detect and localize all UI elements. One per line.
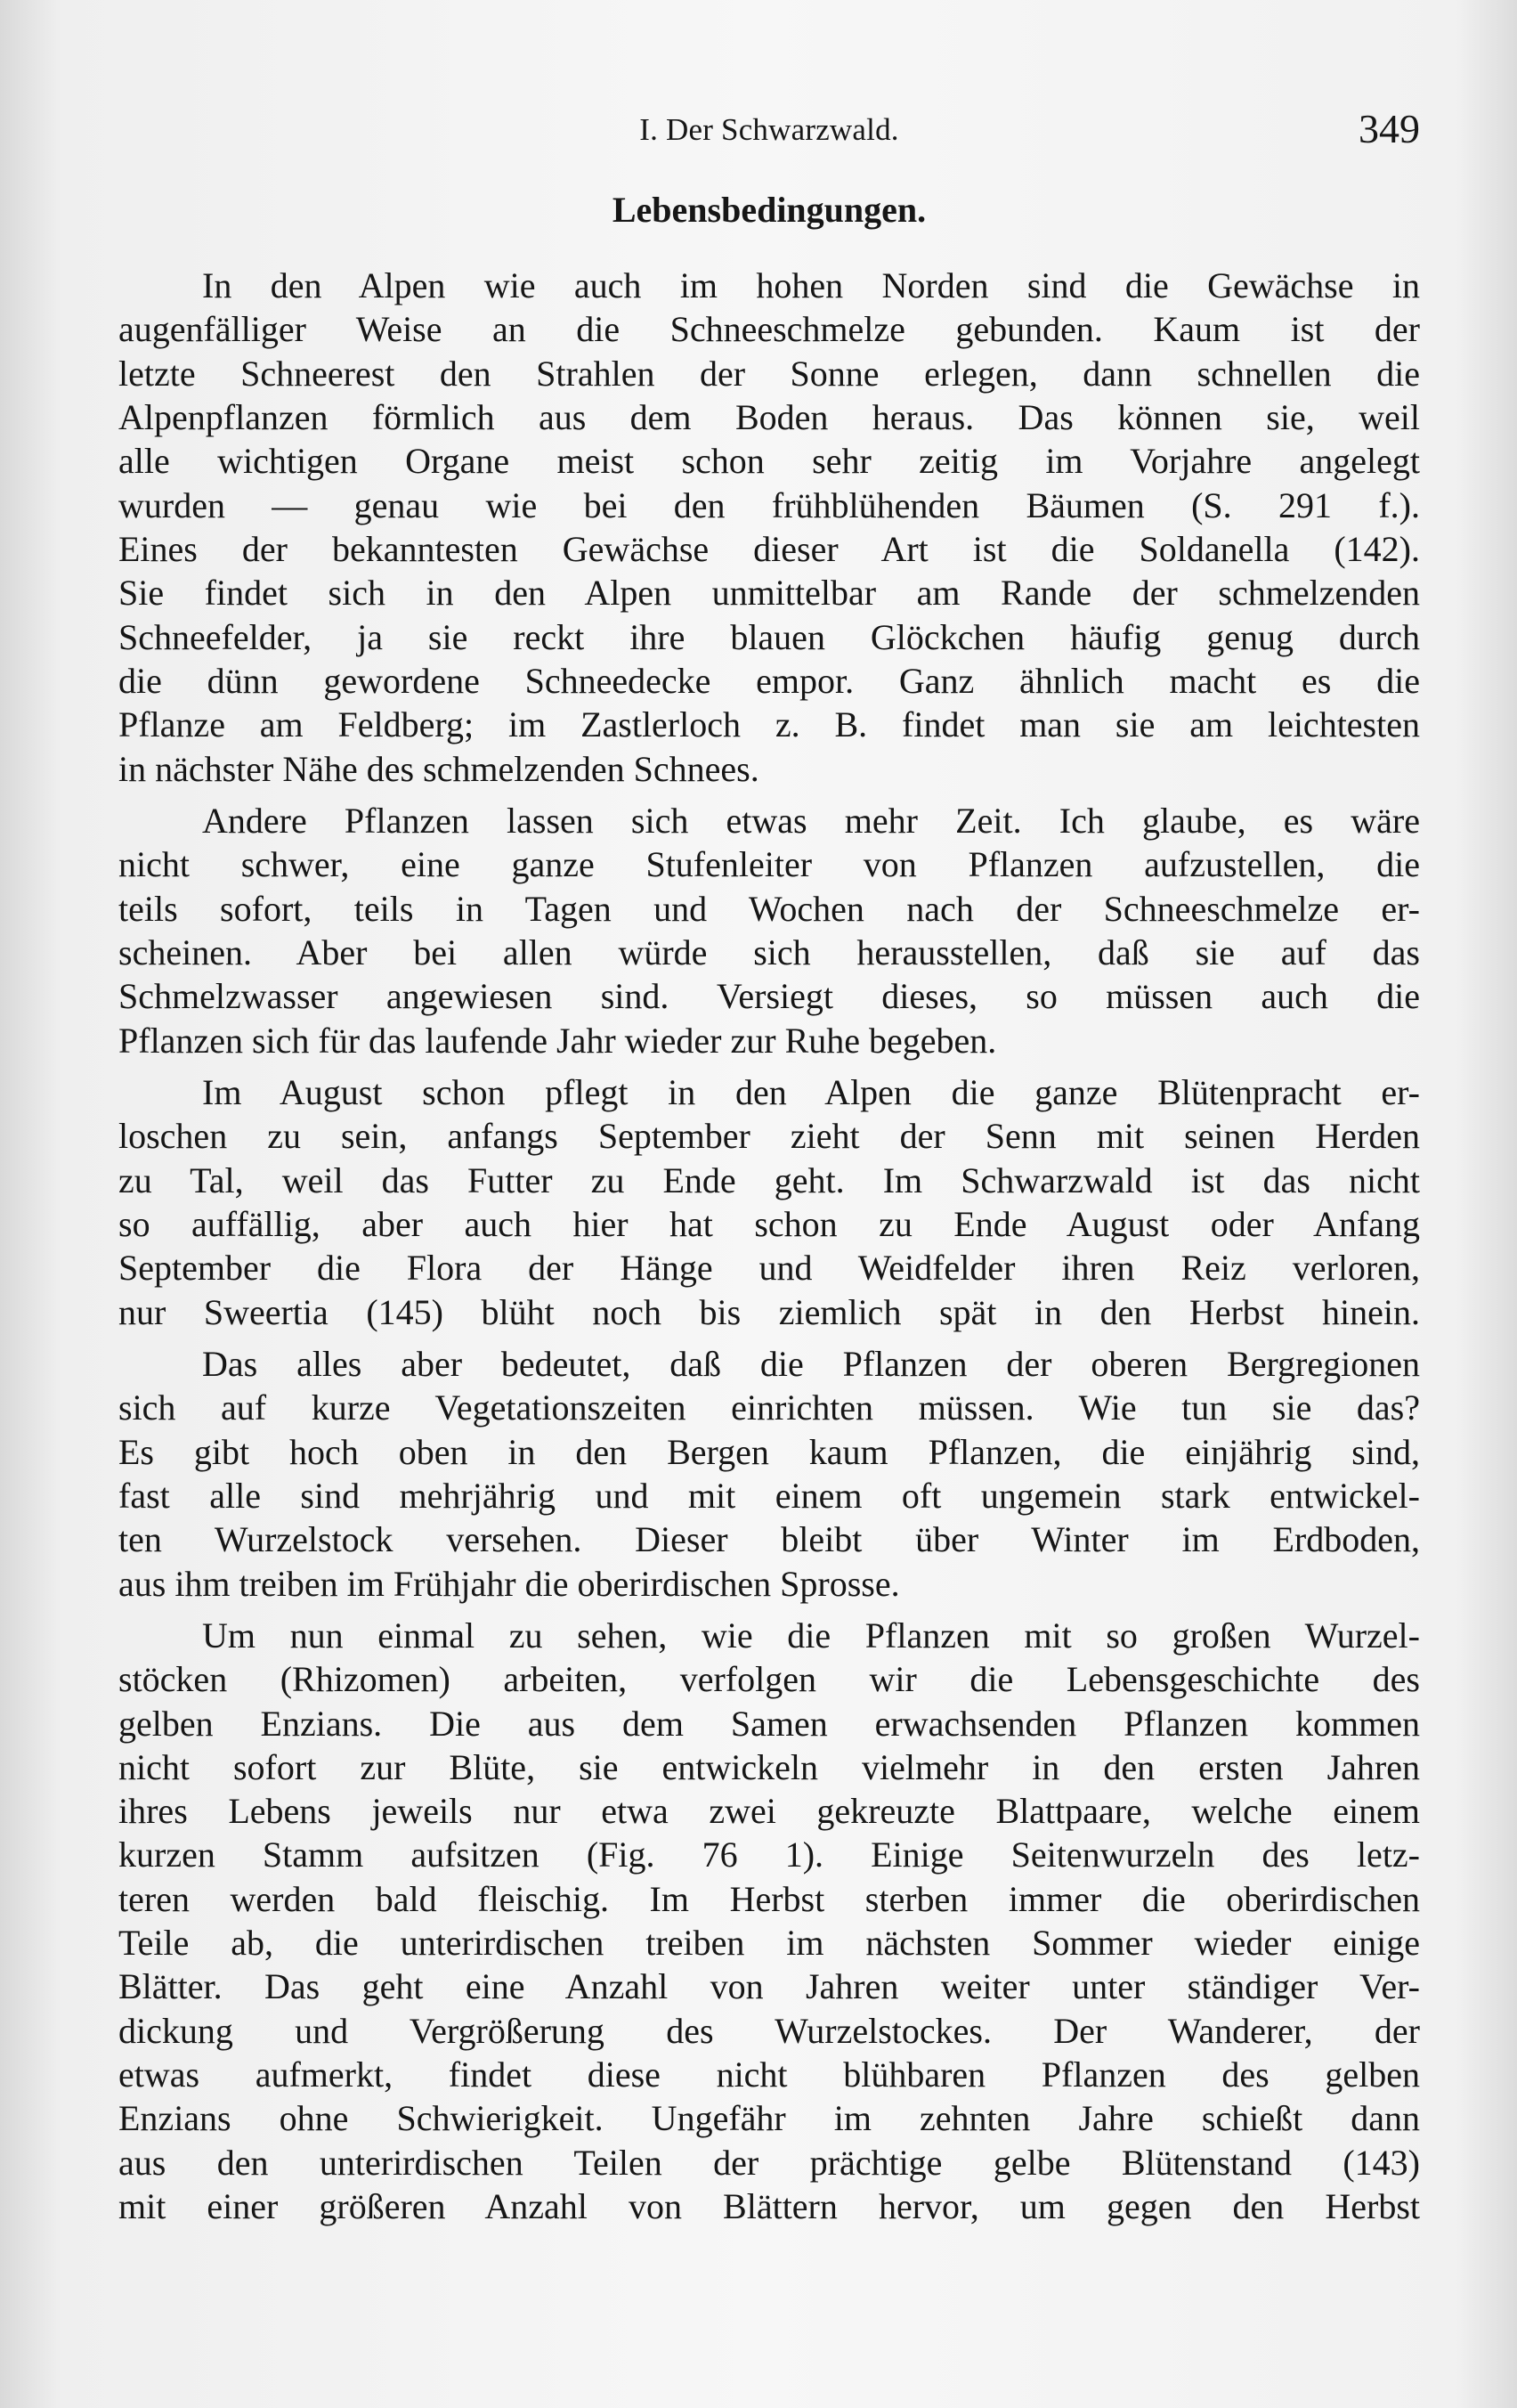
body-text bbox=[118, 264, 1420, 2228]
text-line: Schneefelder, ja sie reckt ihre blauen Glöckchen häufig genug durch bbox=[118, 616, 1420, 657]
text-line: alle wichtigen Organe meist schon sehr zeitig im Vorjahre angelegt bbox=[118, 441, 1420, 482]
text-line: Pflanzen sich für das laufende Jahr wieder zur Ruhe begeben. bbox=[118, 1020, 997, 1061]
text-line: mit einer größeren Anzahl von Blättern hervor, um gegen den Herbst bbox=[118, 2186, 1420, 2227]
running-header bbox=[118, 105, 1420, 159]
paragraph-2 bbox=[118, 799, 1420, 1062]
text-line: Teile ab, die unterirdischen treiben im nächsten Sommer wieder einige bbox=[118, 1923, 1420, 1964]
text-line: ihres Lebens jeweils nur etwa zwei gekreuzte Blattpaare, welche einem bbox=[118, 1791, 1420, 1832]
text-line: Eines der bekanntesten Gewächse dieser Art ist die Soldanella (142). bbox=[118, 528, 1420, 569]
text-line: loschen zu sein, anfangs September zieht der Senn mit seinen Herden bbox=[118, 1116, 1420, 1157]
text-line: Um nun einmal zu sehen, wie die Pflanzen mit so großen Wurzel- bbox=[202, 1615, 1420, 1656]
text-line: so auffällig, aber auch hier hat schon zu Ende August oder Anfang bbox=[118, 1203, 1420, 1244]
text-line: Andere Pflanzen lassen sich etwas mehr Zeit. Ich glaube, es wäre bbox=[202, 800, 1420, 841]
text-line: augenfälliger Weise an die Schneeschmelze gebunden. Kaum ist der bbox=[118, 309, 1420, 350]
section-heading: Lebensbedingungen. bbox=[612, 190, 927, 230]
text-line: stöcken (Rhizomen) arbeiten, verfolgen wir die Lebensgeschichte des bbox=[118, 1659, 1420, 1700]
text-line: scheinen. Aber bei allen würde sich herausstellen, daß sie auf das bbox=[118, 931, 1420, 972]
text-line: die dünn gewordene Schneedecke empor. Ganz ähnlich macht es die bbox=[118, 660, 1420, 701]
running-title: I. Der Schwarzwald. bbox=[639, 112, 899, 147]
text-line: Im August schon pflegt in den Alpen die ganze Blütenpracht er- bbox=[202, 1071, 1420, 1112]
text-line: Pflanze am Feldberg; im Zastlerloch z. B. findet man sie am leichtesten bbox=[118, 704, 1420, 745]
text-line: September die Flora der Hänge und Weidfelder ihren Reiz verloren, bbox=[118, 1248, 1420, 1289]
text-line: aus den unterirdischen Teilen der prächtige gelbe Blütenstand (143) bbox=[118, 2142, 1420, 2183]
text-line: nur Sweertia (145) blüht noch bis ziemlich spät in den Herbst hinein. bbox=[118, 1291, 1420, 1332]
text-line: Sie findet sich in den Alpen unmittelbar am Rande der schmelzenden bbox=[118, 573, 1420, 614]
text-line: In den Alpen wie auch im hohen Norden sind die Gewächse in bbox=[202, 265, 1420, 305]
text-line: fast alle sind mehrjährig und mit einem oft ungemein stark entwickel- bbox=[118, 1475, 1420, 1516]
text-line: dickung und Vergrößerung des Wurzelstockes. Der Wanderer, der bbox=[118, 2010, 1420, 2051]
text-line: etwas aufmerkt, findet diese nicht blühbaren Pflanzen des gelben bbox=[118, 2054, 1420, 2095]
page-number: 349 bbox=[1359, 106, 1420, 151]
text-line: wurden — genau wie bei den frühblühenden Bäumen (S. 291 f.). bbox=[118, 484, 1420, 525]
text-line: teils sofort, teils in Tagen und Wochen nach der Schneeschmelze er- bbox=[118, 888, 1420, 929]
text-line: zu Tal, weil das Futter zu Ende geht. Im Schwarzwald ist das nicht bbox=[118, 1159, 1420, 1200]
text-line: teren werden bald fleischig. Im Herbst sterben immer die oberirdischen bbox=[118, 1878, 1420, 1919]
text-line: Alpenpflanzen förmlich aus dem Boden heraus. Das können sie, weil bbox=[118, 396, 1420, 437]
text-line: letzte Schneerest den Strahlen der Sonne erlegen, dann schnellen die bbox=[118, 353, 1420, 394]
paragraph-3 bbox=[118, 1070, 1420, 1334]
text-line: nicht sofort zur Blüte, sie entwickeln vielmehr in den ersten Jahren bbox=[118, 1746, 1420, 1787]
text-line: Blätter. Das geht eine Anzahl von Jahren weiter unter ständiger Ver- bbox=[118, 1966, 1420, 2007]
text-line: sich auf kurze Vegetationszeiten einrichten müssen. Wie tun sie das? bbox=[118, 1387, 1420, 1428]
text-line: Das alles aber bedeutet, daß die Pflanzen der oberen Bergregionen bbox=[202, 1343, 1420, 1384]
text-line: aus ihm treiben im Frühjahr die oberirdischen Sprosse. bbox=[118, 1563, 900, 1604]
text-line: in nächster Nähe des schmelzenden Schnees. bbox=[118, 748, 759, 789]
text-line: nicht schwer, eine ganze Stufenleiter von Pflanzen aufzustellen, die bbox=[118, 844, 1420, 885]
text-line: Enzians ohne Schwierigkeit. Ungefähr im zehnten Jahre schießt dann bbox=[118, 2098, 1420, 2139]
text-line: Schmelzwasser angewiesen sind. Versiegt dieses, so müssen auch die bbox=[118, 976, 1420, 1017]
text-line: gelben Enzians. Die aus dem Samen erwachsenden Pflanzen kommen bbox=[118, 1703, 1420, 1744]
text-line: kurzen Stamm aufsitzen (Fig. 76 1). Einige Seitenwurzeln des letz- bbox=[118, 1834, 1420, 1875]
paragraph-4 bbox=[118, 1342, 1420, 1606]
text-line: Es gibt hoch oben in den Bergen kaum Pflanzen, die einjährig sind, bbox=[118, 1431, 1420, 1472]
paragraph-1 bbox=[118, 264, 1420, 791]
paragraph-5 bbox=[118, 1614, 1420, 2229]
text-line: ten Wurzelstock versehen. Dieser bleibt über Winter im Erdboden, bbox=[118, 1519, 1420, 1560]
